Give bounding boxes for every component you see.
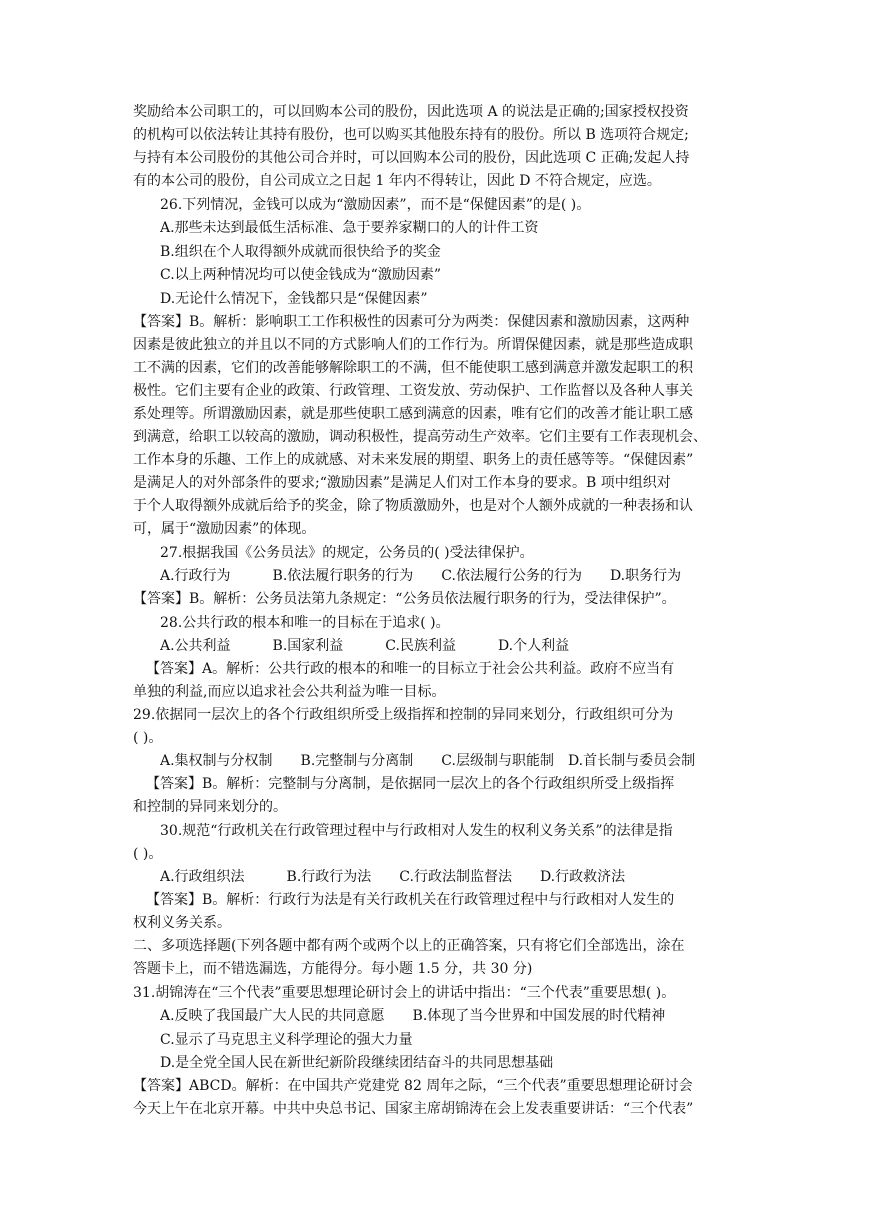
text-line: 29.依据同一层次上的各个行政组织所受上级指挥和控制的异同来划分，行政组织可分为 (133, 707, 674, 723)
text-line: ( )。 (133, 730, 163, 746)
text-line: 的机构可以依法转让其持有股份，也可以购买其他股东持有的股份。所以 B 选项符合规定; (133, 127, 689, 143)
text-line: C.显示了马克思主义科学理论的强大力量 (160, 1032, 413, 1048)
text-line: 【答案】B。解析：完整制与分离制，是依据同一层次上的各个行政组织所受上级指挥 (146, 776, 675, 792)
text-line: 【答案】B。解析：公务员法第九条规定：“公务员依法履行职务的行为，受法律保护”。 (133, 591, 676, 607)
text-line: 到满意，给职工以较高的激励，调动积极性，提高劳动生产效率。它们主要有工作表现机会、 (133, 429, 707, 445)
text-line: 于个人取得额外成就后给予的奖金，除了物质激励外，也是对个人额外成就的一种表扬和认 (133, 498, 693, 514)
text-line: 因素是彼此独立的并且以不同的方式影响人们的工作行为。所谓保健因素，就是那些造成职 (133, 337, 693, 353)
text-line: D.是全党全国人民在新世纪新阶段继续团结奋斗的共同思想基础 (160, 1055, 554, 1071)
text-line: 和控制的异同来划分的。 (133, 799, 287, 815)
text-line: 今天上午在北京开幕。中共中央总书记、国家主席胡锦涛在会上发表重要讲话：“三个代表” (133, 1101, 694, 1117)
text-line: 极性。它们主要有企业的政策、行政管理、工资发放、劳动保护、工作监督以及各种人事关 (133, 383, 693, 399)
text-line: D.无论什么情况下，金钱都只是“保健因素” (160, 291, 428, 307)
text-line: 28.公共行政的根本和唯一的目标在于追求( )。 (160, 615, 450, 631)
text-line: A.行政行为 B.依法履行职务的行为 C.依法履行公务的行为 D.职务行为 (160, 568, 682, 584)
text-line: 奖励给本公司职工的，可以回购本公司的股份，因此选项 A 的说法是正确的;国家授权投资 (133, 104, 689, 120)
text-line: 答题卡上，而不错选漏选，方能得分。每小题 1.5 分，共 30 分) (133, 961, 533, 977)
text-line: 26.下列情况，金钱可以成为“激励因素”，而不是“保健因素”的是( )。 (160, 197, 591, 213)
text-line: 是满足人的对外部条件的要求;“激励因素”是满足人们对工作本身的要求。B 项中组织对 (133, 475, 671, 491)
text-line: A.那些未达到最低生活标准、急于要养家糊口的人的计件工资 (160, 220, 539, 236)
text-line: 【答案】A。解析：公共行政的根本的和唯一的目标立于社会公共利益。政府不应当有 (146, 661, 675, 677)
text-line: 【答案】B。解析：影响职工工作积极性的因素可分为两类：保健因素和激励因素，这两种 (133, 314, 690, 330)
text-line: 权利义务关系。 (133, 915, 231, 931)
text-line: 31.胡锦涛在“三个代表”重要思想理论研讨会上的讲话中指出：“三个代表”重要思想( )。 (133, 985, 676, 1001)
text-line: 【答案】B。解析：行政行为法是有关行政机关在行政管理过程中与行政相对人发生的 (146, 892, 675, 908)
text-line: 系处理等。所谓激励因素，就是那些使职工感到满意的因素，唯有它们的改善才能让职工感 (133, 406, 693, 422)
text-line: 单独的利益,而应以追求社会公共利益为唯一目标。 (133, 684, 446, 700)
text-line: 有的本公司的股份，自公司成立之日起 1 年内不得转让，因此 D 不符合规定，应选。 (133, 173, 661, 189)
text-line: ( )。 (133, 846, 163, 862)
text-line: B.组织在个人取得额外成就而很快给予的奖金 (160, 244, 441, 260)
text-line: 【答案】ABCD。解析：在中国共产党建党 82 周年之际，“三个代表”重要思想理论研讨会 (133, 1078, 693, 1094)
text-line: C.以上两种情况均可以使金钱成为“激励因素” (160, 267, 441, 283)
text-line: 可，属于“激励因素”的体现。 (133, 521, 316, 537)
text-line: A.反映了我国最广大人民的共同意愿 B.体现了当今世界和中国发展的时代精神 (160, 1008, 666, 1024)
text-line: 二、多项选择题(下列各题中都有两个或两个以上的正确答案，只有将它们全部选出，涂在 (133, 938, 685, 954)
text-line: 30.规范“行政机关在行政管理过程中与行政相对人发生的权利义务关系”的法律是指 (160, 823, 673, 839)
text-line: 与持有本公司股份的其他公司合并时，可以回购本公司的股份，因此选项 C 正确;发起人持 (133, 150, 690, 166)
text-line: 工不满的因素，它们的改善能够解除职工的不满，但不能使职工感到满意并激发起职工的积 (133, 360, 693, 376)
text-line: A.公共利益 B.国家利益 C.民族利益 D.个人利益 (160, 638, 570, 654)
text-line: A.行政组织法 B.行政行为法 C.行政法制监督法 D.行政救济法 (160, 869, 626, 885)
text-line: 27.根据我国《公务员法》的规定，公务员的( )受法律保护。 (160, 545, 534, 561)
text-line: A.集权制与分权制 B.完整制与分离制 C.层级制与职能制 D.首长制与委员会制 (160, 753, 696, 769)
text-line: 工作本身的乐趣、工作上的成就感、对未来发展的期望、职务上的责任感等等。“保健因素” (133, 452, 694, 468)
